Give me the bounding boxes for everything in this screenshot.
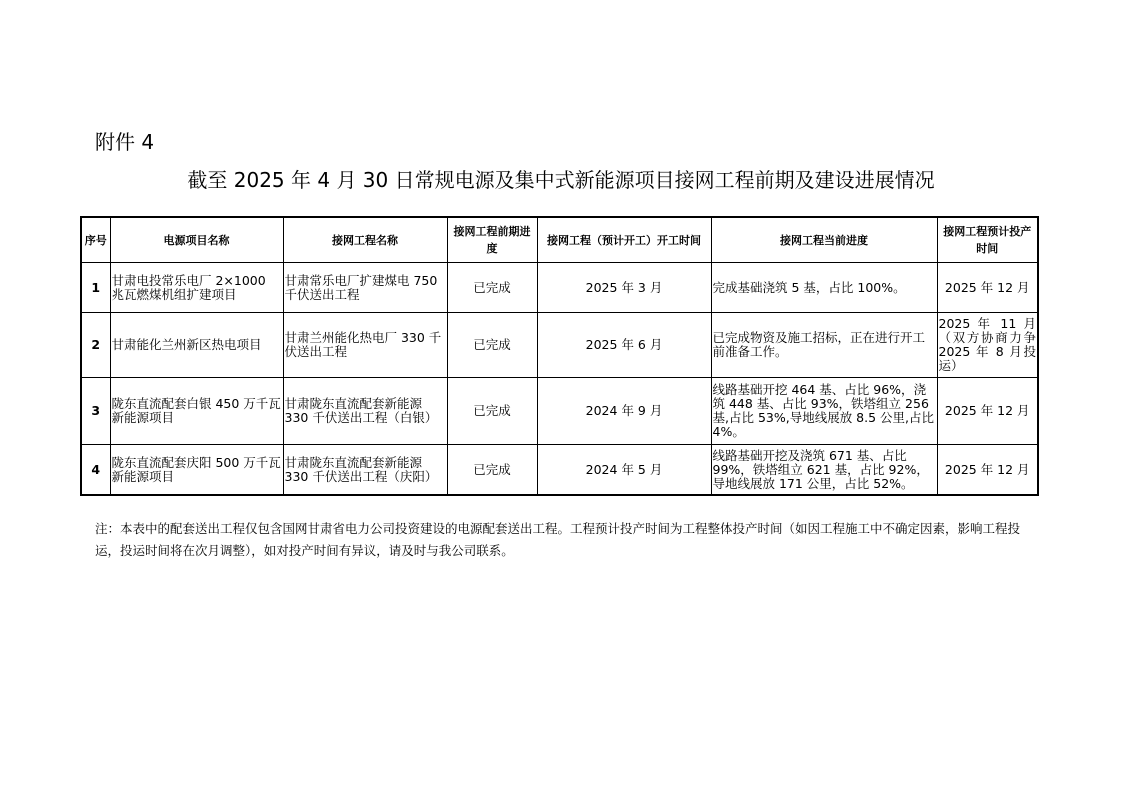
- cell-start-time: 2025 年 3 月: [537, 263, 711, 313]
- cell-power-project: 甘肃电投常乐电厂 2×1000 兆瓦燃煤机组扩建项目: [110, 263, 283, 313]
- cell-preliminary-progress: 已完成: [447, 378, 537, 445]
- cell-preliminary-progress: 已完成: [447, 313, 537, 378]
- cell-expected-operation: 2025 年 12 月: [937, 378, 1038, 445]
- header-start-time: 接网工程（预计开工）开工时间: [537, 217, 711, 263]
- header-grid-project: 接网工程名称: [283, 217, 447, 263]
- cell-current-progress: 线路基础开挖 464 基、占比 96%，浇筑 448 基、占比 93%，铁塔组立 256 基,占比 53%,导地线展放 8.5 公里,占比 4%。: [711, 378, 937, 445]
- cell-seq: 1: [81, 263, 110, 313]
- footnote: 注：本表中的配套送出工程仅包含国网甘肃省电力公司投资建设的电源配套送出工程。工程预计投产时间为工程整体投产时间（如因工程施工中不确定因素，影响工程投运，投运时间将在次月调整），如对投产时间有异议，请及时与我公司联系。: [95, 521, 1021, 558]
- cell-seq: 4: [81, 445, 110, 496]
- cell-preliminary-progress: 已完成: [447, 445, 537, 496]
- cell-expected-operation: 2025 年 12 月: [937, 445, 1038, 496]
- cell-seq: 3: [81, 378, 110, 445]
- table-header-row: [81, 217, 1038, 263]
- cell-power-project: 甘肃能化兰州新区热电项目: [110, 313, 283, 378]
- cell-grid-project: 甘肃陇东直流配套新能源 330 千伏送出工程（庆阳）: [283, 445, 447, 496]
- cell-current-progress: 已完成物资及施工招标，正在进行开工前准备工作。: [711, 313, 937, 378]
- table-row: [81, 445, 1038, 496]
- cell-power-project: 陇东直流配套庆阳 500 万千瓦新能源项目: [110, 445, 283, 496]
- header-expected-operation: 接网工程预计投产时间: [937, 217, 1038, 263]
- header-current-progress: 接网工程当前进度: [711, 217, 937, 263]
- cell-grid-project: 甘肃兰州能化热电厂 330 千伏送出工程: [283, 313, 447, 378]
- table-row: [81, 313, 1038, 378]
- header-preliminary-progress: 接网工程前期进度: [447, 217, 537, 263]
- cell-grid-project: 甘肃常乐电厂扩建煤电 750 千伏送出工程: [283, 263, 447, 313]
- cell-current-progress: 线路基础开挖及浇筑 671 基、占比 99%，铁塔组立 621 基，占比 92%，导地线展放 171 公里，占比 52%。: [711, 445, 937, 496]
- table-row: [81, 263, 1038, 313]
- header-seq: 序号: [81, 217, 110, 263]
- cell-start-time: 2025 年 6 月: [537, 313, 711, 378]
- cell-expected-operation: 2025 年 11 月（双方协商力争 2025 年 8 月投运）: [937, 313, 1038, 378]
- table-row: [81, 378, 1038, 445]
- cell-power-project: 陇东直流配套白银 450 万千瓦新能源项目: [110, 378, 283, 445]
- cell-start-time: 2024 年 9 月: [537, 378, 711, 445]
- cell-start-time: 2024 年 5 月: [537, 445, 711, 496]
- cell-grid-project: 甘肃陇东直流配套新能源 330 千伏送出工程（白银）: [283, 378, 447, 445]
- header-power-project: 电源项目名称: [110, 217, 283, 263]
- cell-seq: 2: [81, 313, 110, 378]
- progress-table: [80, 216, 1039, 496]
- cell-preliminary-progress: 已完成: [447, 263, 537, 313]
- page-title: 截至 2025 年 4 月 30 日常规电源及集中式新能源项目接网工程前期及建设进展情况: [187, 168, 935, 192]
- cell-current-progress: 完成基础浇筑 5 基，占比 100%。: [711, 263, 937, 313]
- cell-expected-operation: 2025 年 12 月: [937, 263, 1038, 313]
- attachment-label: 附件 4: [95, 130, 155, 154]
